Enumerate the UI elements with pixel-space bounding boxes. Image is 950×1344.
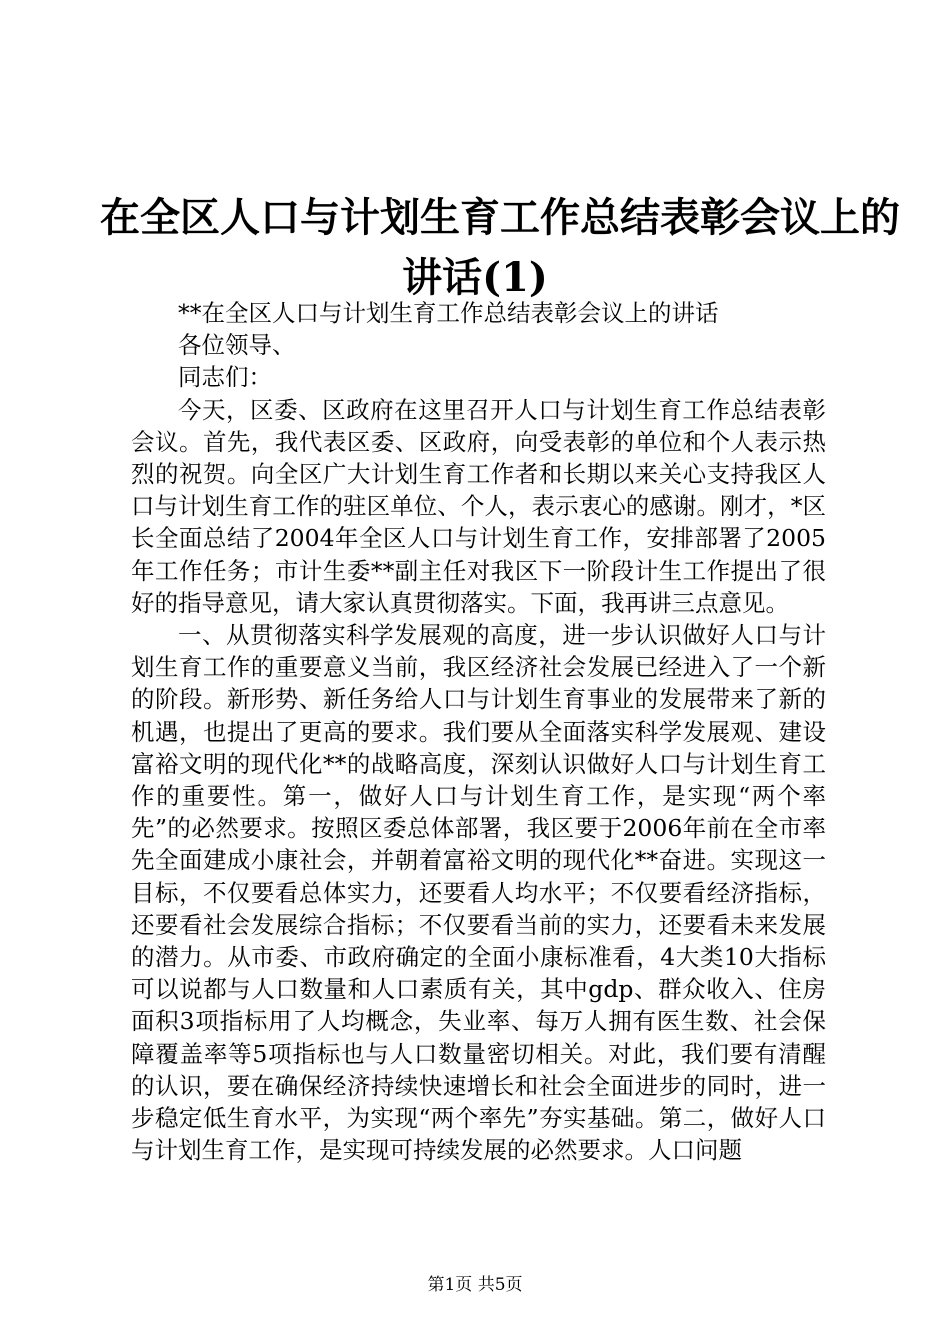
body-paragraph: 今天，区委、区政府在这里召开人口与计划生育工作总结表彰会议。首先，我代表区委、区政府，向受表彰的单位和个人表示热烈的祝贺。向全区广大计划生育工作者和长期以来关心支持我区人口与计划生育工作的驻区单位、个人，表示衷心的感谢。刚才，*区长全面总结了2004年全区人口与计划生育工作，安排部署了2005年工作任务；市计生委**副主任对我区下一阶段计生工作提出了很好的指导意见，请大家认真贯彻落实。下面，我再讲三点意见。 bbox=[131, 395, 826, 617]
speech-heading: **在全区人口与计划生育工作总结表彰会议上的讲话 bbox=[178, 299, 719, 327]
body-paragraph: 一、从贯彻落实科学发展观的高度，进一步认识做好人口与计划生育工作的重要意义当前，我区经济社会发展已经进入了一个新的阶段。新形势、新任务给人口与计划生育事业的发展带来了新的机遇，也提出了更高的要求。我们要从全面落实科学发展观、建设富裕文明的现代化**的战略高度，深刻认识做好人口与计划生育工作的重要性。第一，做好人口与计划生育工作，是实现“两个率先”的必然要求。按照区委总体部署，我区要于2006年前在全市率先全面建成小康社会，并朝着富裕文明的现代化**奋进。实现这一目标，不仅要看总体实力，还要看人均水平；不仅要看经济指标，还要看社会发展综合指标；不仅要看当前的实力，还要看未来发展的潜力。从市委、市政府确定的全面小康标准看，4大类10大指标可以说都与人口数量和人口素质有关，其中gdp、群众收入、住房面积3项指标用了人均概念，失业率、每万人拥有医生数、社会保障覆盖率等5项指标也与人口数量密切相关。对此，我们要有清醒的认识，要在确保经济持续快速增长和社会全面进步的同时，进一步稳定低生育水平，为实现“两个率先”夯实基础。第二，做好人口与计划生育工作，是实现可持续发展的必然要求。人口问题 bbox=[131, 621, 826, 1165]
salutation-comrades: 同志们： bbox=[178, 363, 272, 392]
document-body bbox=[131, 297, 826, 1166]
page-number-footer: 第1页 共5页 bbox=[427, 1275, 523, 1295]
document-title-line-1: 在全区人口与计划生育工作总结表彰会议上的 bbox=[100, 194, 900, 241]
salutation-leaders: 各位领导、 bbox=[178, 331, 296, 360]
document-title-line-2: 讲话(1) bbox=[402, 254, 548, 301]
